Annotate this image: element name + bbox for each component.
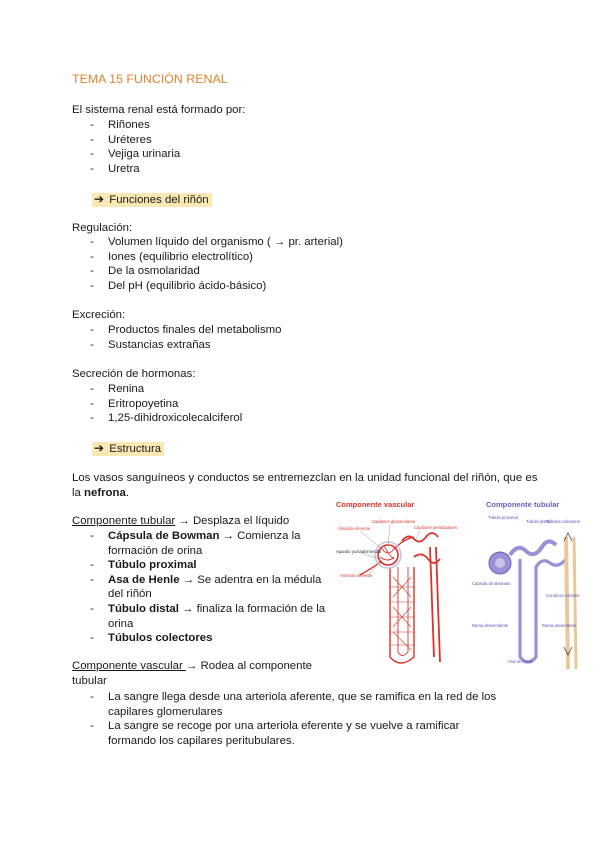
tubular-heading-term: Componente tubular — [72, 515, 176, 527]
nephron-diagram — [330, 497, 580, 672]
svg-text:Rama descendente: Rama descendente — [472, 623, 509, 628]
hormones-list — [90, 382, 242, 426]
svg-text:Aparato yuxtaglomerular: Aparato yuxtaglomerular — [336, 549, 382, 554]
list-item: - Sustancias extrañas — [90, 338, 281, 353]
list-item: - Iones (equilibrio electrolítico) — [90, 250, 343, 265]
hormones-heading: Secreción de hormonas: — [72, 368, 196, 380]
nephron-figure — [330, 497, 580, 672]
list-item: - La sangre llega desde una arteriola aferente, que se ramifica en la red de los capilares glomerulares — [90, 690, 510, 719]
list-item: - 1,25-dihidroxicolecalciferol — [90, 411, 242, 426]
arrow-icon: ➔ — [94, 192, 105, 206]
nephron-paragraph: Los vasos sanguíneos y conductos se entremezclan en la unidad funcional del riñón, que es la nefrona. — [72, 471, 542, 501]
arrow-icon: ➔ — [94, 441, 105, 455]
svg-text:Asa de Henle: Asa de Henle — [508, 659, 534, 664]
svg-text:Túbulo proximal: Túbulo proximal — [488, 515, 518, 520]
svg-text:Conducto colector: Conducto colector — [546, 593, 580, 598]
svg-text:Túbulo distal: Túbulo distal — [526, 519, 550, 524]
list-item: - Productos finales del metabolismo — [90, 323, 281, 338]
list-item: - Uretra — [90, 162, 180, 177]
list-item: - Vejiga urinaria — [90, 147, 180, 162]
tubular-labels — [472, 515, 580, 664]
list-item: - Uréteres — [90, 133, 180, 148]
regulation-list — [90, 235, 343, 293]
section-structure — [92, 441, 164, 455]
vascular-heading-term: Componente vascular — [72, 660, 186, 672]
figure-tubular-title: Componente tubular — [486, 500, 560, 509]
section-structure-label: Estructura — [109, 443, 162, 455]
list-item: - La sangre se recoge por una arteriola eferente y se vuelve a ramificar formando los capilares peritubulares. — [90, 719, 510, 748]
tubular-component — [489, 533, 576, 669]
vascular-list — [90, 690, 510, 748]
vascular-heading: Componente vascular → Rodea al componente tubular — [72, 660, 312, 687]
svg-text:Arteriola eferente: Arteriola eferente — [338, 526, 371, 531]
svg-text:Cápsula de Bowman: Cápsula de Bowman — [472, 581, 511, 586]
list-item: - Del pH (equilibrio ácido-básico) — [90, 279, 343, 294]
page-title: TEMA 15 FUNCIÓN RENAL — [72, 72, 228, 86]
list-item: - Riñones — [90, 118, 180, 133]
tubular-heading: Componente tubular → Desplaza el líquido — [72, 515, 290, 527]
svg-text:Capilares peritubulares: Capilares peritubulares — [414, 525, 458, 530]
excretion-heading: Excreción: — [72, 309, 126, 321]
intro-heading: El sistema renal está formado por: — [72, 104, 246, 116]
svg-text:Arteriola aferente: Arteriola aferente — [340, 573, 373, 578]
svg-text:Túbulos colectores: Túbulos colectores — [546, 519, 580, 524]
svg-text:Rama ascendente: Rama ascendente — [542, 623, 576, 628]
list-item: - Cápsula de Bowman → Comienza la formación de orina — [90, 529, 330, 558]
nephron-line-1: Los vasos sanguíneos y conductos se entremezclan en la unidad funcional del riñón, que es — [72, 472, 538, 484]
figure-vascular-title: Componente vascular — [336, 500, 415, 509]
list-item: - Eritropoyetina — [90, 397, 242, 412]
section-functions-label: Funciones del riñón — [109, 194, 209, 206]
svg-text:Capilares glomerulares: Capilares glomerulares — [372, 519, 416, 524]
nephron-term: nefrona — [84, 487, 126, 499]
list-item: - Túbulos colectores — [90, 631, 330, 646]
regulation-heading: Regulación: — [72, 222, 133, 234]
excretion-list — [90, 323, 281, 352]
list-item: - Túbulo distal → finaliza la formación de la orina — [90, 602, 330, 631]
section-functions — [92, 192, 212, 206]
list-item: - De la osmolaridad — [90, 264, 343, 279]
list-item: - Asa de Henle → Se adentra en la médula del riñón — [90, 573, 330, 602]
intro-list — [90, 118, 180, 176]
tubular-list — [90, 529, 330, 646]
list-item: - Túbulo proximal — [90, 558, 330, 573]
list-item: - Volumen líquido del organismo ( → pr. arterial) — [90, 235, 343, 250]
list-item: - Renina — [90, 382, 242, 397]
